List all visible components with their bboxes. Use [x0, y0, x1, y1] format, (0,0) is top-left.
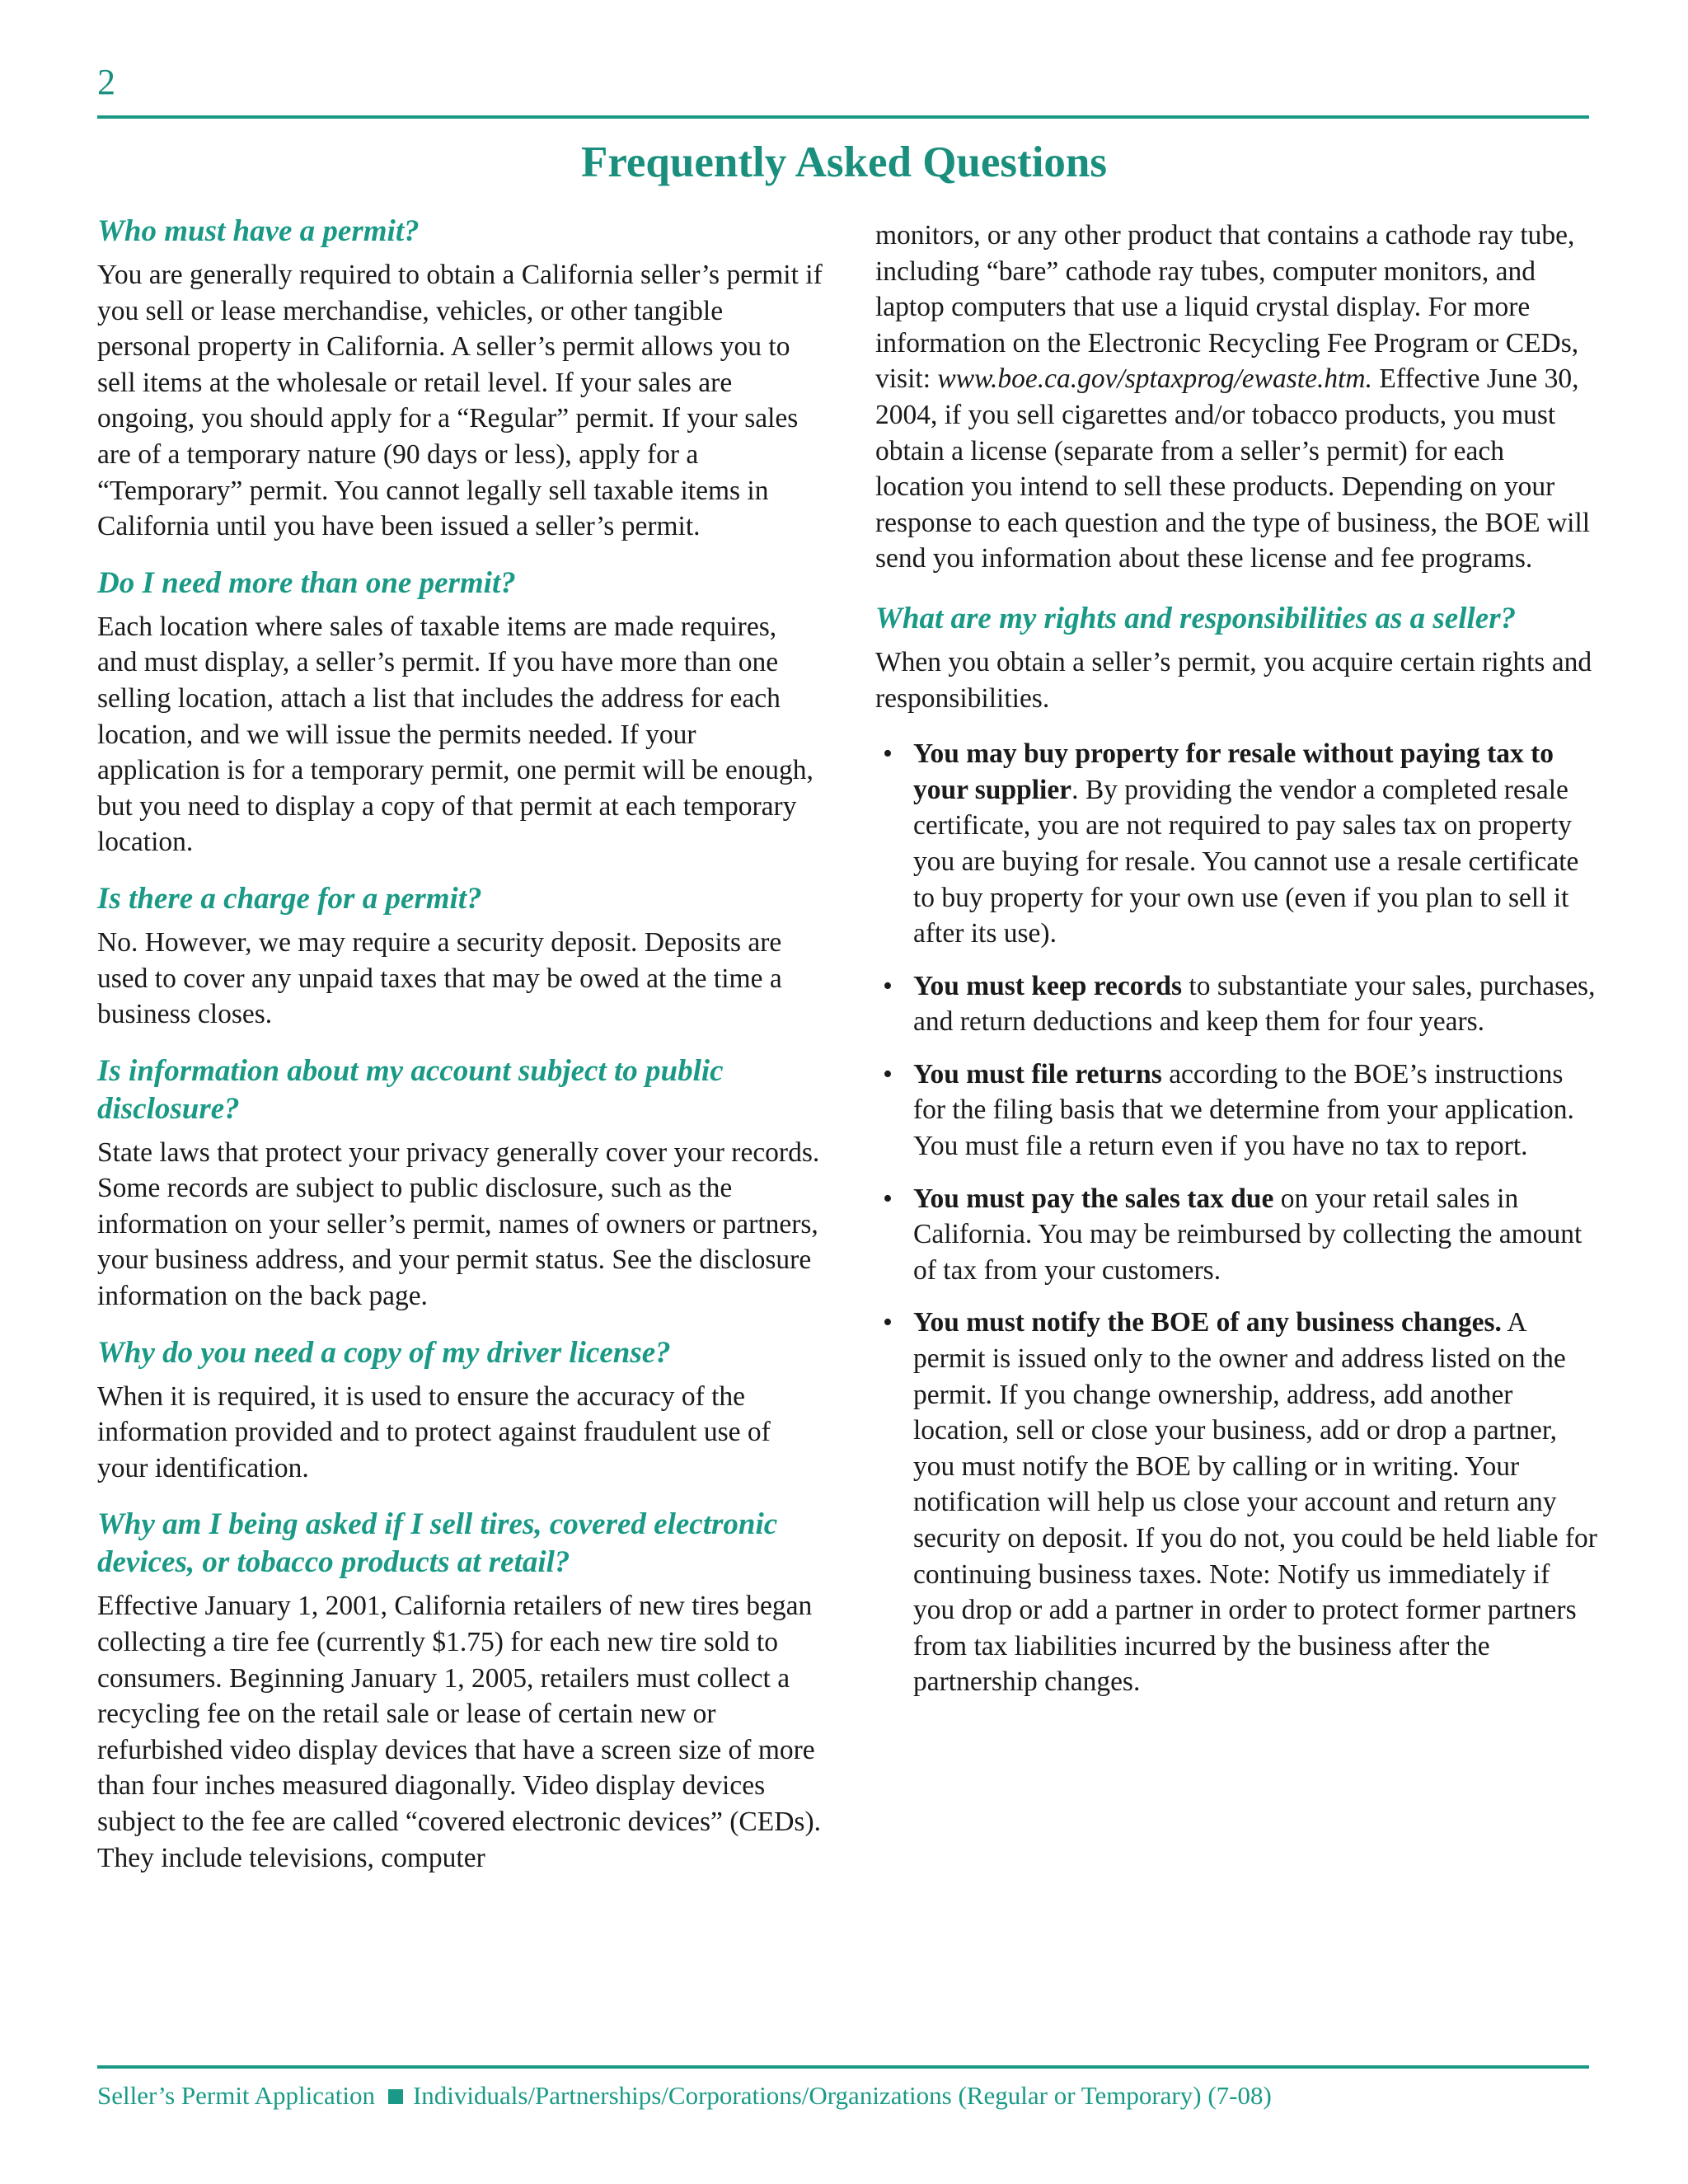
bullet-heading: You must file returns [913, 1058, 1162, 1090]
list-item [875, 1057, 1597, 1165]
faq-question: What are my rights and responsibilities as a seller? [875, 601, 1517, 635]
faq-answer: When it is required, it is used to ensure the accuracy of the information provided and to protect against fraudulent use of your identification. [97, 1380, 771, 1483]
faq-answer: Each location where sales of taxable items are made requires, and must display, a seller’s permit. If you have more than one selling location, attach a list that includes the address for each location, and we will issue the permits needed. If your application is for a temporary permit, one permit will be enough, but you need to display a copy of that permit at each temporary location. [97, 611, 814, 858]
responsibilities-list [875, 736, 1597, 1700]
square-bullet-icon [388, 2089, 403, 2104]
faq-question: Is there a charge for a permit? [97, 881, 482, 916]
bullet-icon: • [883, 970, 893, 1001]
bullet-heading: You must pay the sales tax due [913, 1183, 1274, 1214]
faq-question: Who must have a permit? [97, 214, 420, 248]
footer-rule [97, 2065, 1589, 2069]
bullet-text: on your retail sales in California. You may be reimbursed by collecting the amount of tax from your customers. [913, 1183, 1582, 1286]
bullet-text: A permit is issued only to the owner and address listed on the permit. If you change ownership, address, add another location, sell or close your business, add or drop a partner, you must notify the BOE by calling or in writing. Your notification will help us close your account and return any security on deposit. If you do not, you could be held liable for continuing business taxes. Note: Notify us immediately if you drop or add a partner in order to protect former partners from tax liabilities incurred by the business after the partnership changes. [913, 1307, 1597, 1698]
bullet-text: according to the BOE’s instructions for the filing basis that we determine from your application. You must file a return even if you have no tax to report. [913, 1058, 1574, 1162]
faq-answer: State laws that protect your privacy generally cover your records. Some records are subject to public disclosure, such as the information on your seller’s permit, names of owners or partners, your business address, and your permit status. See the disclosure information on the back page. [97, 1137, 820, 1312]
list-item [875, 1305, 1597, 1700]
footer [97, 2080, 1272, 2111]
list-item [875, 736, 1597, 952]
faq-answer: You are generally required to obtain a California seller’s permit if you sell or lease merchandise, vehicles, or other tangible personal property in California. A seller’s permit allows you to sell items at the wholesale or retail level. If your sales are ongoing, you should apply for a “Regular” permit. If your sales are of a temporary nature (90 days or less), apply for a “Temporary” permit. You cannot legally sell taxable items in California until you have been issued a seller’s permit. [97, 260, 823, 542]
faq-answer: When you obtain a seller’s permit, you acquire certain rights and responsibilities. [875, 646, 1592, 714]
list-item [875, 1181, 1597, 1289]
bullet-heading: You may buy property for resale without paying tax to your supplier [913, 738, 1554, 805]
right-column [875, 218, 1597, 1717]
bullet-icon: • [883, 1058, 893, 1090]
page-number: 2 [97, 62, 115, 102]
faq-question: Why do you need a copy of my driver license? [97, 1335, 671, 1370]
header-rule [97, 115, 1589, 119]
bullet-icon: • [883, 1307, 893, 1338]
bullet-heading: You must notify the BOE of any business changes. [913, 1307, 1502, 1338]
left-column [97, 213, 823, 1896]
footer-title: Seller’s Permit Application [97, 2081, 375, 2110]
continued-text: Effective June 30, 2004, if you sell cigarettes and/or tobacco products, you must obtain a license (separate from a seller’s permit) for each location you intend to sell these products. Depending on your response to each question and the type of business, the BOE will send you information about these license and fee programs. [875, 363, 1591, 574]
page-title: Frequently Asked Questions [580, 138, 1108, 186]
bullet-icon: • [883, 1183, 893, 1214]
faq-question: Do I need more than one permit? [97, 565, 516, 600]
faq-question: Why am I being asked if I sell tires, covered electronic devices, or tobacco products at retail? [97, 1507, 778, 1580]
faq-answer: No. However, we may require a security deposit. Deposits are used to cover any unpaid taxes that may be owed at the time a business closes. [97, 926, 782, 1030]
bullet-text: . By providing the vendor a completed resale certificate, you are not required to pay sales tax on property you are buying for resale. You cannot use a resale certificate to buy property for your own use (even if you plan to sell it after its use). [913, 774, 1579, 949]
faq-answer: Effective January 1, 2001, California retailers of new tires began collecting a tire fee (currently $1.75) for each new tire sold to consumers. Beginning January 1, 2005, retailers must collect a recycling fee on the retail sale or lease of certain new or refurbished video display devices that have a screen size of more than four inches measured diagonally. Video display devices subject to the fee are called “covered electronic devices” (CEDs). They include televisions, computer [97, 1591, 821, 1873]
bullet-text: to substantiate your sales, purchases, and return deductions and keep them for four years. [913, 970, 1596, 1038]
faq-question: Is information about my account subject to public disclosure? [97, 1053, 724, 1126]
bullet-heading: You must keep records [913, 970, 1183, 1001]
faq-answer-continued [875, 218, 1597, 577]
continued-text: monitors, or any other product that contains a cathode ray tube, including “bare” cathode ray tubes, computer monitors, and laptop computers that use a liquid crystal display. For more information on the Electronic Recycling Fee Program or CEDs, visit: [875, 220, 1579, 395]
list-item [875, 968, 1597, 1040]
footer-subtitle: Individuals/Partnerships/Corporations/Organizations (Regular or Temporary) (7-08) [412, 2081, 1272, 2110]
ewaste-url: www.boe.ca.gov/sptaxprog/ewaste.htm. [937, 363, 1372, 395]
bullet-icon: • [883, 738, 893, 770]
